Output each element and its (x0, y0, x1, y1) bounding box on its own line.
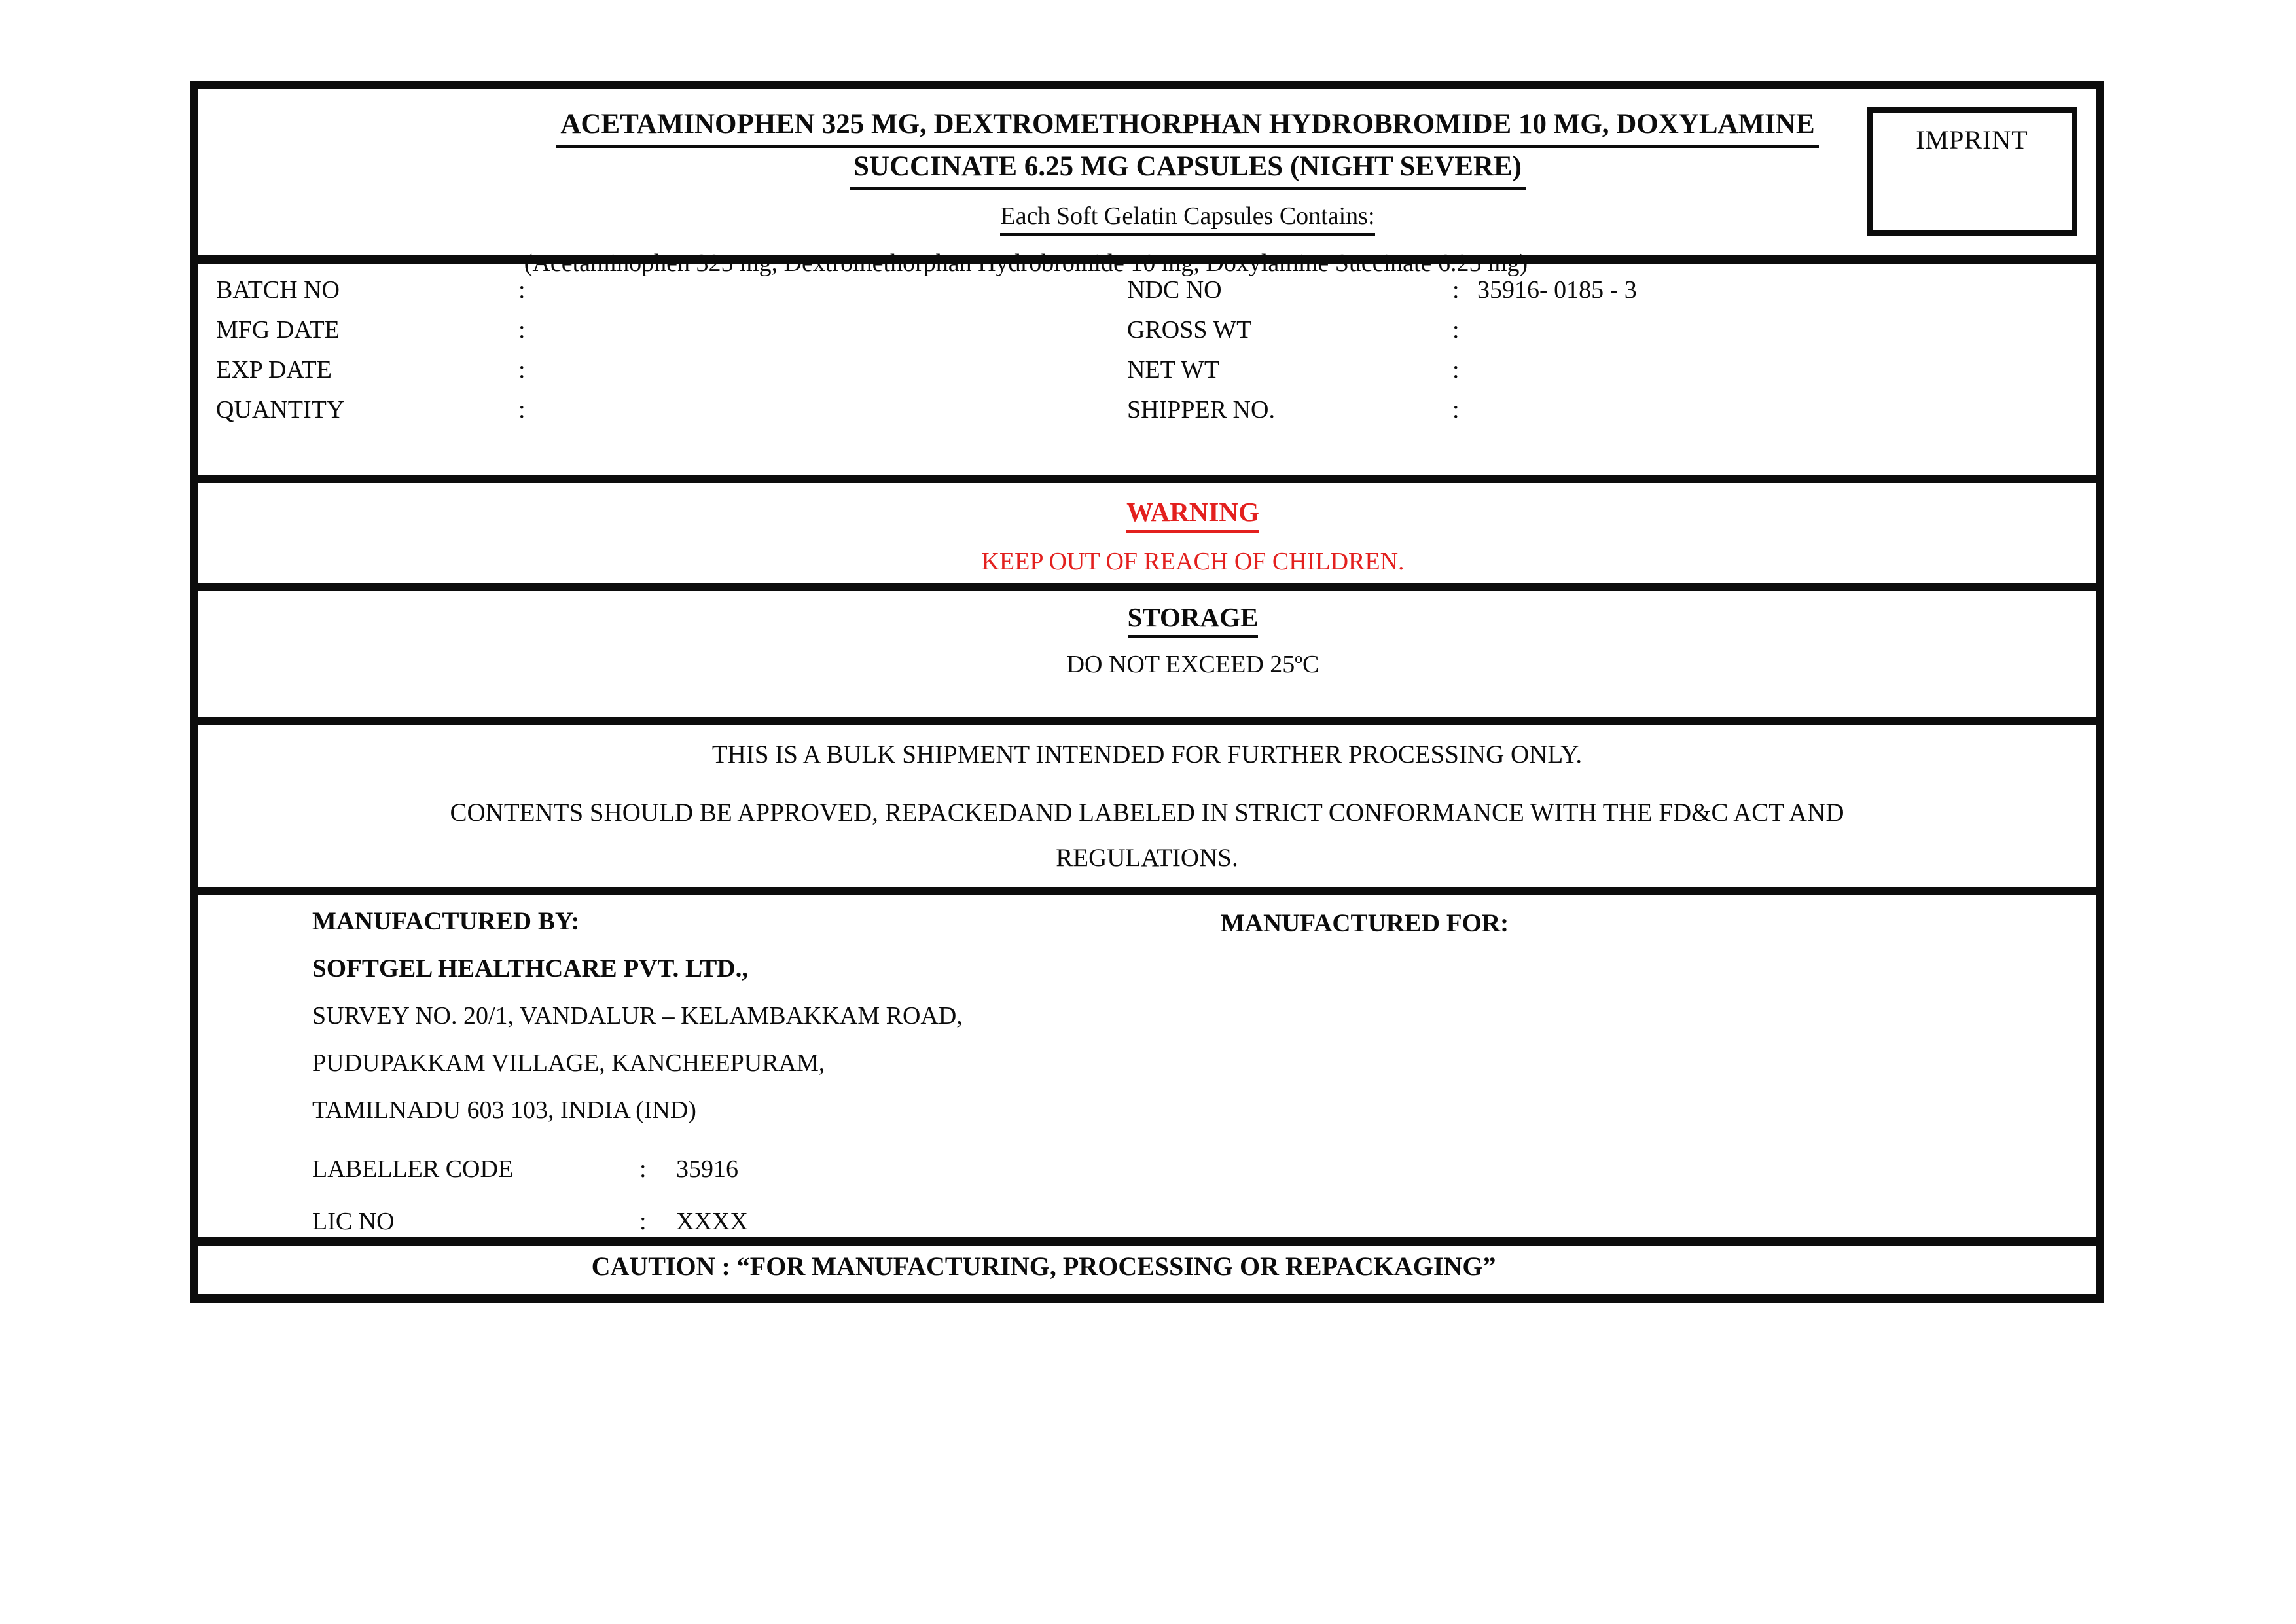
exp-date-separator: : (518, 356, 526, 384)
shipper-no-separator: : (1452, 396, 1460, 424)
imprint-label: IMPRINT (1916, 125, 2028, 154)
labeller-code-value: 35916 (676, 1155, 738, 1183)
ndc-no-row (1127, 276, 1637, 316)
mfg-date-row (216, 316, 543, 355)
ndc-no-value: 35916- 0185 - 3 (1477, 276, 1637, 304)
batch-no-separator: : (518, 276, 526, 304)
ndc-no-separator: : (1452, 276, 1460, 304)
manufacturer-address-line-3: TAMILNADU 603 103, INDIA (IND) (312, 1096, 696, 1124)
warning-text: KEEP OUT OF REACH OF CHILDREN. (981, 548, 1405, 575)
mfg-date-label: MFG DATE (216, 316, 340, 344)
storage-text: DO NOT EXCEED 25ºC (1066, 651, 1319, 678)
quantity-row (216, 395, 543, 435)
quantity-separator: : (518, 396, 526, 424)
labeller-code-separator: : (639, 1155, 647, 1183)
header-section (198, 89, 2096, 277)
warning-section (198, 483, 2096, 591)
net-wt-separator: : (1452, 356, 1460, 384)
warning-heading-text: WARNING (1126, 496, 1259, 533)
product-title-text-1: ACETAMINOPHEN 325 MG, DEXTROMETHORPHAN HYDROBROMIDE 10 MG, DOXYLAMINE (556, 106, 1818, 148)
quantity-label: QUANTITY (216, 396, 345, 424)
manufactured-by-heading: MANUFACTURED BY: (312, 907, 580, 935)
manufacturer-section (198, 895, 2096, 1246)
bulk-shipment-label (190, 81, 2104, 1303)
gross-wt-separator: : (1452, 316, 1460, 344)
caution-text: CAUTION : “FOR MANUFACTURING, PROCESSING OR REPACKAGING” (591, 1252, 1496, 1281)
composition-line: (Acetaminophen 325 mg, Dextromethorphan Hydrobromide 10 mg, Doxylamine Succinate 6.25 mg) (524, 249, 1528, 277)
lic-no-separator: : (639, 1208, 647, 1235)
warning-heading (244, 496, 2142, 533)
details-right-column (1127, 276, 1637, 435)
bulk-notice-section (198, 725, 2096, 895)
lic-no-row (312, 1195, 963, 1248)
manufacturer-name: SOFTGEL HEALTHCARE PVT. LTD., (312, 954, 749, 983)
gross-wt-row (1127, 316, 1637, 355)
lic-no-value: XXXX (676, 1208, 748, 1235)
gross-wt-label: GROSS WT (1127, 316, 1252, 344)
mfg-date-separator: : (518, 316, 526, 344)
bulk-notice-line-1: THIS IS A BULK SHIPMENT INTENDED FOR FURTHER PROCESSING ONLY. (711, 740, 1583, 768)
lic-no-label: LIC NO (312, 1208, 395, 1235)
shipper-no-row (1127, 395, 1637, 435)
batch-no-label: BATCH NO (216, 276, 340, 304)
storage-heading (244, 602, 2142, 638)
details-left-column (216, 276, 543, 435)
manufacturer-address-line-2: PUDUPAKKAM VILLAGE, KANCHEEPURAM, (312, 1049, 825, 1077)
exp-date-label: EXP DATE (216, 356, 332, 384)
labeller-code-row (312, 1143, 963, 1195)
exp-date-row (216, 355, 543, 395)
net-wt-row (1127, 355, 1637, 395)
manufactured-by-block (312, 898, 963, 1248)
product-title-line-1 (239, 106, 2136, 149)
bulk-notice-line-3: REGULATIONS. (1056, 844, 1238, 872)
storage-heading-text: STORAGE (1128, 602, 1259, 638)
net-wt-label: NET WT (1127, 356, 1220, 384)
shipper-no-label: SHIPPER NO. (1127, 396, 1275, 424)
product-title-text-2: SUCCINATE 6.25 MG CAPSULES (NIGHT SEVERE) (850, 149, 1526, 190)
imprint-box (1867, 107, 2077, 236)
manufacturer-address-line-1: SURVEY NO. 20/1, VANDALUR – KELAMBAKKAM ROAD, (312, 1002, 963, 1030)
details-section (198, 264, 2096, 483)
manufactured-for-heading: MANUFACTURED FOR: (1221, 909, 1509, 937)
batch-no-row (216, 276, 543, 316)
codes-block (312, 1143, 963, 1248)
storage-section (198, 591, 2096, 725)
labeller-code-label: LABELLER CODE (312, 1155, 514, 1183)
gelatin-contains-text: Each Soft Gelatin Capsules Contains: (1000, 202, 1374, 236)
bulk-notice-line-2: CONTENTS SHOULD BE APPROVED, REPACKEDAND LABELED IN STRICT CONFORMANCE WITH THE FD&C ACT AND (450, 799, 1844, 827)
caution-section (198, 1246, 2096, 1294)
gelatin-contains-subtitle (239, 202, 2136, 236)
ndc-no-label: NDC NO (1127, 276, 1222, 304)
product-title-line-2 (239, 149, 2136, 191)
